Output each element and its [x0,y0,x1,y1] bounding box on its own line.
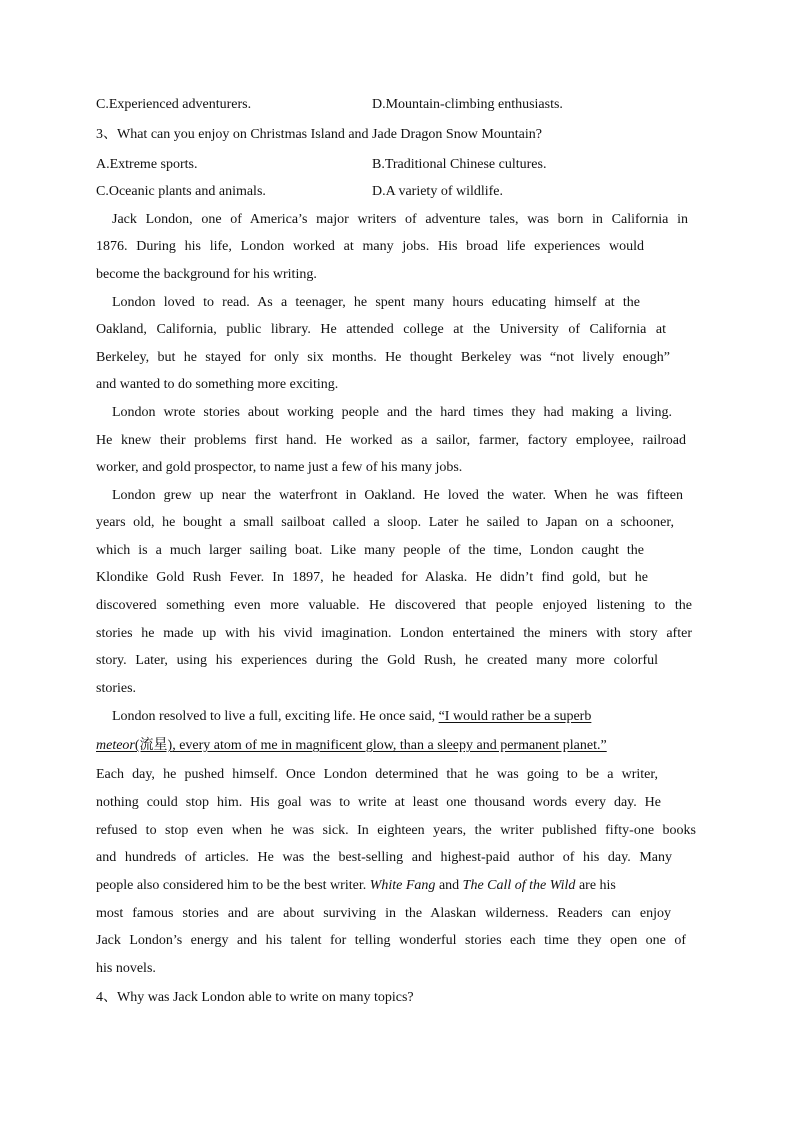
question-2-options-row-cd [96,96,716,114]
paragraph-2-line-2: Oakland, California, public library. He attended college at the University of California at [96,322,666,337]
quote-lead-in: London resolved to live a full, exciting life. He once said, [112,709,439,724]
paragraph-5-line-1 [112,708,591,726]
paragraph-1-line-1: Jack London, one of America’s major writers of adventure tales, was born in California in [112,212,688,227]
quote-italic-word: meteor [96,738,135,753]
option-c[interactable]: C.Experienced adventurers. [96,97,252,112]
paragraph-5-line-5: refused to stop even when he was sick. In eighteen years, the writer published fifty-one books [96,823,696,838]
paragraph-1-line-2: 1876. During his life, London worked at many jobs. His broad life experiences would [96,239,644,254]
paragraph-4-line-7: story. Later, using his experiences during the Gold Rush, he created many more colorful [96,653,658,668]
paragraph-5-line-2-quote [96,737,607,755]
paragraph-2-line-4: and wanted to do something more exciting. [96,377,339,392]
book-title-call-of-the-wild: The Call of the Wild [462,878,576,893]
option-a[interactable]: A.Extreme sports. [96,157,198,172]
quote-end: , every atom of me in magnificent glow, than a sleepy and permanent planet.” [172,738,607,753]
paragraph-5-line-7 [96,877,616,895]
paragraph-3-line-2: He knew their problems first hand. He worked as a sailor, farmer, factory employee, railroad [96,433,686,448]
titles-and: and [435,878,463,893]
option-c[interactable]: C.Oceanic plants and animals. [96,184,266,199]
paragraph-3-line-3: worker, and gold prospector, to name just a few of his many jobs. [96,460,463,475]
titles-lead-in: people also considered him to be the best writer. [96,878,370,893]
paragraph-2-line-3: Berkeley, but he stayed for only six months. He thought Berkeley was “not lively enough” [96,350,670,365]
paragraph-3-line-1: London wrote stories about working people and the hard times they had making a living. [112,405,672,420]
paragraph-2-line-1: London loved to read. As a teenager, he spent many hours educating himself at the [112,295,640,310]
option-b[interactable]: B.Traditional Chinese cultures. [372,157,547,172]
option-d[interactable]: D.Mountain-climbing enthusiasts. [372,97,563,112]
paragraph-4-line-3: which is a much larger sailing boat. Like many people of the time, London caught the [96,543,644,558]
question-3-options-row-cd [96,183,716,201]
paragraph-4-line-2: years old, he bought a small sailboat called a sloop. Later he sailed to Japan on a schooner, [96,515,674,530]
question-3-options-row-ab [96,156,716,174]
paragraph-5-line-3: Each day, he pushed himself. Once London determined that he was going to be a writer, [96,767,658,782]
quote-chinese-gloss: (流星) [134,738,173,753]
titles-tail: are his [575,878,616,893]
paragraph-5-line-10: his novels. [96,961,156,976]
question-4-text: 4、Why was Jack London able to write on many topics? [96,990,414,1005]
paragraph-5-line-4: nothing could stop him. His goal was to write at least one thousand words every day. He [96,795,661,810]
paragraph-4-line-4: Klondike Gold Rush Fever. In 1897, he headed for Alaska. He didn’t find gold, but he [96,570,648,585]
paragraph-4-line-8: stories. [96,681,137,696]
book-title-white-fang: White Fang [369,878,436,893]
quote-start: “I would rather be a superb [438,709,592,724]
paragraph-5-line-8: most famous stories and are about surviving in the Alaskan wilderness. Readers can enjoy [96,906,671,921]
paragraph-1-line-3: become the background for his writing. [96,267,317,282]
paragraph-4-line-6: stories he made up with his vivid imagination. London entertained the miners with story after [96,626,692,641]
question-3-text: 3、What can you enjoy on Christmas Island and Jade Dragon Snow Mountain? [96,127,542,142]
paragraph-5-line-9: Jack London’s energy and his talent for telling wonderful stories each time they open one of [96,933,686,948]
paragraph-4-line-5: discovered something even more valuable. He discovered that people enjoyed listening to the [96,598,692,613]
option-d[interactable]: D.A variety of wildlife. [372,184,504,199]
paragraph-4-line-1: London grew up near the waterfront in Oakland. He loved the water. When he was fifteen [112,488,683,503]
paragraph-5-line-6: and hundreds of articles. He was the best-selling and highest-paid author of his day. Many [96,850,672,865]
